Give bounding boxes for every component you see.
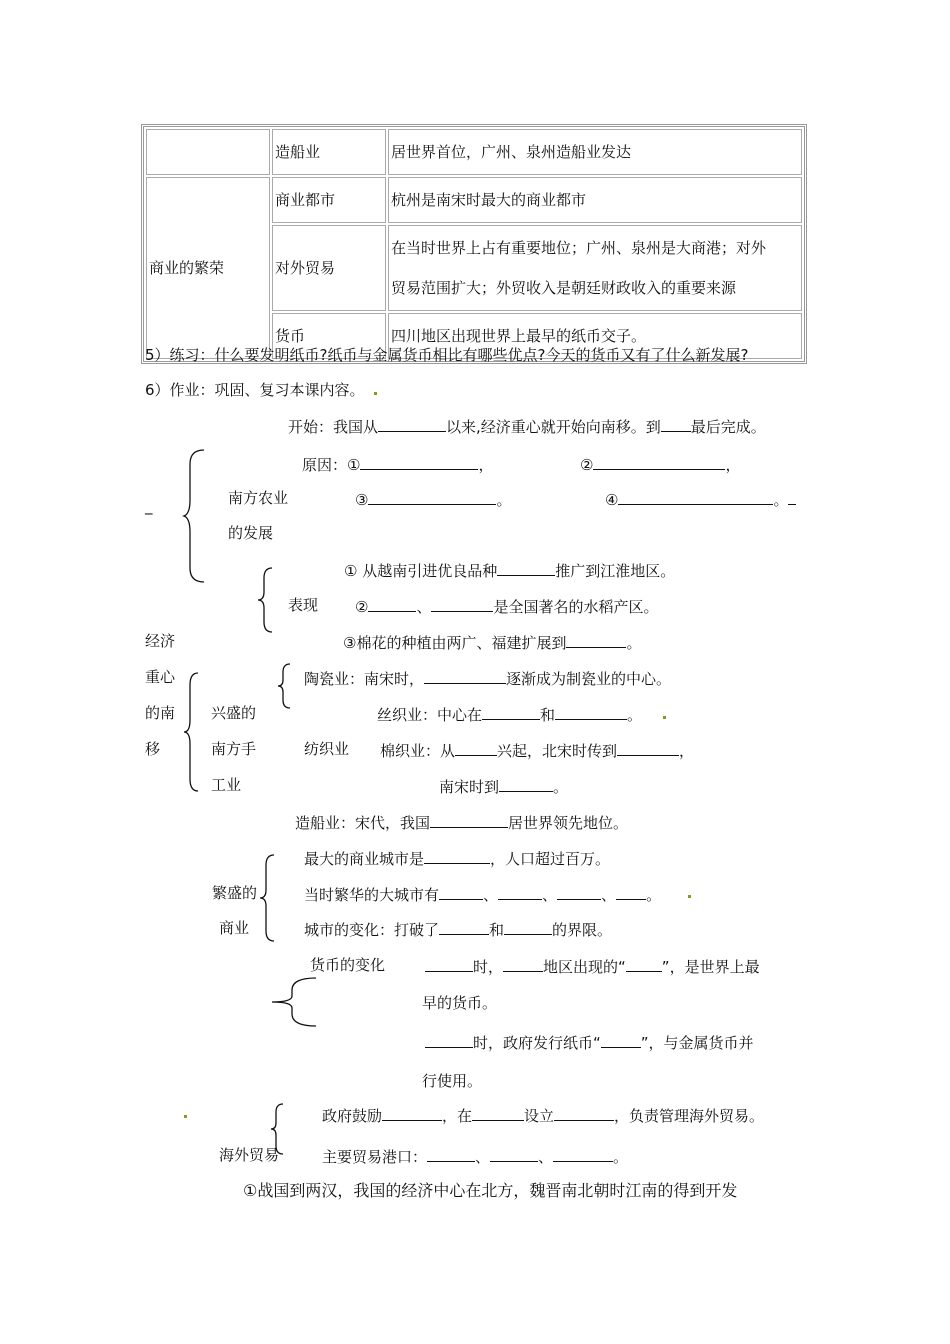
- outline-start: 开始：我国从 以来,经济重心就开始向南移。到 最后完成。: [288, 415, 766, 437]
- side-label-1: 经济: [145, 632, 176, 650]
- commerce-label-1: 繁盛的: [212, 884, 258, 902]
- table-cell: [388, 225, 802, 311]
- performance-3: ③棉花的种植由两广、福建扩展到 。: [343, 631, 641, 653]
- brace-currency: [272, 976, 318, 1028]
- currency-label: 货币的变化: [310, 956, 386, 974]
- performance-2: ② 、 是全国著名的水稻产区。: [355, 595, 658, 617]
- reason-3: ③ 。: [355, 488, 511, 510]
- brace-handicraft: [184, 673, 200, 791]
- table-cell: 杭州是南宋时最大的商业都市: [388, 177, 802, 223]
- table-cell: 四川地区出现世界上最早的纸币交子。: [388, 313, 802, 359]
- table-cell-line: 贸易范围扩大；外贸收入是朝廷财政收入的重要来源: [391, 279, 737, 297]
- side-label-3: 的南: [145, 704, 176, 722]
- cotton-line: 棉织业：从 兴起，北宋时传到 ，: [380, 739, 694, 761]
- brace-agriculture: [184, 450, 208, 582]
- reason-4: ④ 。: [605, 488, 796, 510]
- pottery-line: 陶瓷业：南宋时， 逐渐成为制瓷业的中心。: [304, 667, 671, 689]
- reason-2: ② ，: [580, 453, 740, 475]
- commerce-label-2: 商业: [219, 919, 250, 937]
- table-cell: [146, 129, 270, 175]
- currency-line-2b: 行使用。: [422, 1072, 483, 1090]
- performance-1: ① 从越南引进优良品种 推广到江淮地区。: [344, 559, 675, 581]
- silk-line: 丝织业：中心在 和 。: [377, 703, 642, 725]
- practice-text: 5）练习：什么要发明纸币?纸币与金属货币相比有哪些优点?今天的货币又有了什么新发展?: [145, 346, 749, 364]
- south-agri-label-2: 的发展: [228, 524, 274, 542]
- table-cell: 对外贸易: [272, 225, 386, 311]
- performance-label: 表现: [288, 596, 319, 614]
- shipbuilding-line: 造船业：宋代，我国 居世界领先地位。: [295, 811, 628, 833]
- commerce-line-3: 城市的变化：打破了 和 的界限。: [304, 918, 612, 940]
- stray-dot: [184, 1115, 187, 1118]
- trade-line-2: 主要贸易港口： 、 、 。: [322, 1145, 628, 1167]
- homework-text: 6）作业：巩固、复习本课内容。: [145, 381, 365, 399]
- table-cell: 货币: [272, 313, 386, 359]
- brace-pottery: [278, 664, 292, 708]
- commerce-table: [141, 124, 807, 364]
- table-cell-line: 在当时世界上占有重要地位；广州、泉州是大商港；对外: [391, 239, 767, 257]
- commerce-line-1: 最大的商业城市是 ，人口超过百万。: [304, 847, 610, 869]
- answer-line-1: ①战国到两汉，我国的经济中心在北方，魏晋南北朝时江南的得到开发: [243, 1181, 738, 1200]
- trade-line-1: 政府鼓励 ，在 设立 ，负责管理海外贸易。: [322, 1104, 764, 1126]
- handicraft-label-1: 兴盛的: [211, 704, 257, 722]
- handicraft-label-2: 南方手: [211, 740, 257, 758]
- stray-dot: [374, 392, 377, 395]
- handicraft-label-3: 工业: [211, 776, 242, 794]
- currency-line-1b: 早的货币。: [422, 994, 498, 1012]
- brace-commerce: [260, 855, 276, 941]
- table-cell: 造船业: [272, 129, 386, 175]
- dash-mark: _: [145, 497, 153, 515]
- cotton-line-2: 南宋时到 。: [439, 775, 568, 797]
- reasons-line-1: 原因：① ，: [302, 453, 493, 475]
- side-label-4: 移: [145, 740, 161, 758]
- trade-label: 海外贸易: [219, 1146, 280, 1164]
- textile-label: 纺织业: [304, 740, 350, 758]
- currency-line-2: 时，政府发行纸币“ ”，与金属货币并: [425, 1031, 754, 1053]
- stray-dot: [688, 895, 691, 898]
- side-label-2: 重心: [145, 668, 176, 686]
- currency-line-1: 时， 地区出现的“ ”，是世界上最: [425, 955, 760, 977]
- table-cell: 居世界首位，广州、泉州造船业发达: [388, 129, 802, 175]
- brace-performance: [258, 568, 274, 632]
- table-cell: 商业都市: [272, 177, 386, 223]
- table-cell-category: 商业的繁荣: [146, 177, 270, 359]
- commerce-line-2: 当时繁华的大城市有 、 、 、 。: [304, 883, 661, 905]
- stray-dot: [663, 716, 666, 719]
- south-agri-label-1: 南方农业: [228, 489, 289, 507]
